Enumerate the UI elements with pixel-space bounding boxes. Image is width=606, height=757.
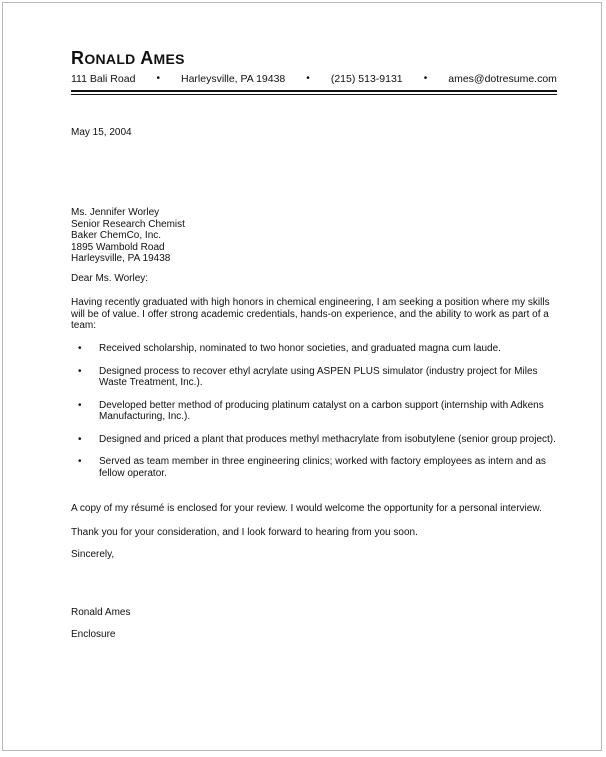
recipient-title: Senior Research Chemist [71, 218, 185, 230]
bullet-icon: • [78, 456, 82, 467]
separator-dot: • [306, 73, 310, 84]
letterhead-contact [71, 72, 557, 86]
sign-off: Sincerely, [71, 549, 115, 560]
letter-page [2, 2, 602, 751]
letterhead-name [71, 47, 557, 69]
recipient-name: Ms. Jennifer Worley [71, 207, 160, 218]
letterhead-rule-thick [71, 90, 557, 92]
list-item [71, 366, 557, 389]
separator-dot: • [423, 73, 428, 84]
name-last-initial: A [140, 48, 154, 68]
list-item [71, 343, 557, 355]
letter-content [71, 47, 557, 640]
thanks-paragraph: Thank you for your consideration, and I look forward to hearing from you soon. [71, 527, 418, 538]
name-last-rest: MES [153, 51, 185, 67]
salutation: Dear Ms. Worley: [71, 273, 149, 284]
list-item-text: Received scholarship, nominated to two honor societies, and graduated magna cum laude. [99, 343, 501, 354]
letter-date: May 15, 2004 [71, 127, 132, 138]
bullet-icon: • [78, 399, 82, 411]
separator-dot: • [156, 73, 160, 84]
signature-name: Ronald Ames [71, 607, 131, 618]
contact-street: 111 Bali Road [71, 73, 136, 85]
intro-paragraph: Having recently graduated with high honors in chemical engineering, I am seeking a position where my skills will be of value. I offer strong academic credentials, hands-on experience, and the ability to work as part of a team: [71, 297, 550, 331]
bullet-icon: • [78, 365, 82, 377]
list-item [71, 400, 557, 423]
recipient-company: Baker ChemCo, Inc. [71, 230, 162, 241]
letterhead-rule-thin [71, 94, 557, 95]
list-item [71, 434, 557, 446]
contact-email: ames@dotresume.com [448, 73, 557, 85]
list-item-text: Designed process to recover ethyl acrylate using ASPEN PLUS simulator (industry project for Miles Waste Treatment, Inc.). [99, 365, 538, 388]
closing-paragraph: A copy of my résumé is enclosed for your review. I would welcome the opportunity for a personal interview. [71, 503, 542, 514]
enclosure-note: Enclosure [71, 629, 116, 640]
bullet-icon: • [78, 343, 82, 354]
name-initial: R [71, 48, 85, 68]
contact-city: Harleysville, PA 19438 [180, 73, 286, 85]
contact-phone: (215) 513-9131 [330, 73, 403, 85]
list-item-text: Designed and priced a plant that produces methyl methacrylate from isobutylene (senior group project). [99, 433, 556, 445]
achievement-list [71, 343, 557, 490]
bullet-icon: • [78, 433, 82, 445]
list-item-text: Developed better method of producing platinum catalyst on a carbon support (internship with Adkens Manufacturing, Inc.). [99, 399, 544, 422]
name-first-rest: ONALD [84, 51, 136, 67]
recipient-address [71, 207, 185, 265]
recipient-street: 1895 Wambold Road [71, 241, 165, 253]
list-item-text: Served as team member in three engineering clinics; worked with factory employees as intern and as fellow operator. [99, 456, 546, 479]
list-item [71, 456, 557, 479]
recipient-city: Harleysville, PA 19438 [71, 253, 171, 264]
